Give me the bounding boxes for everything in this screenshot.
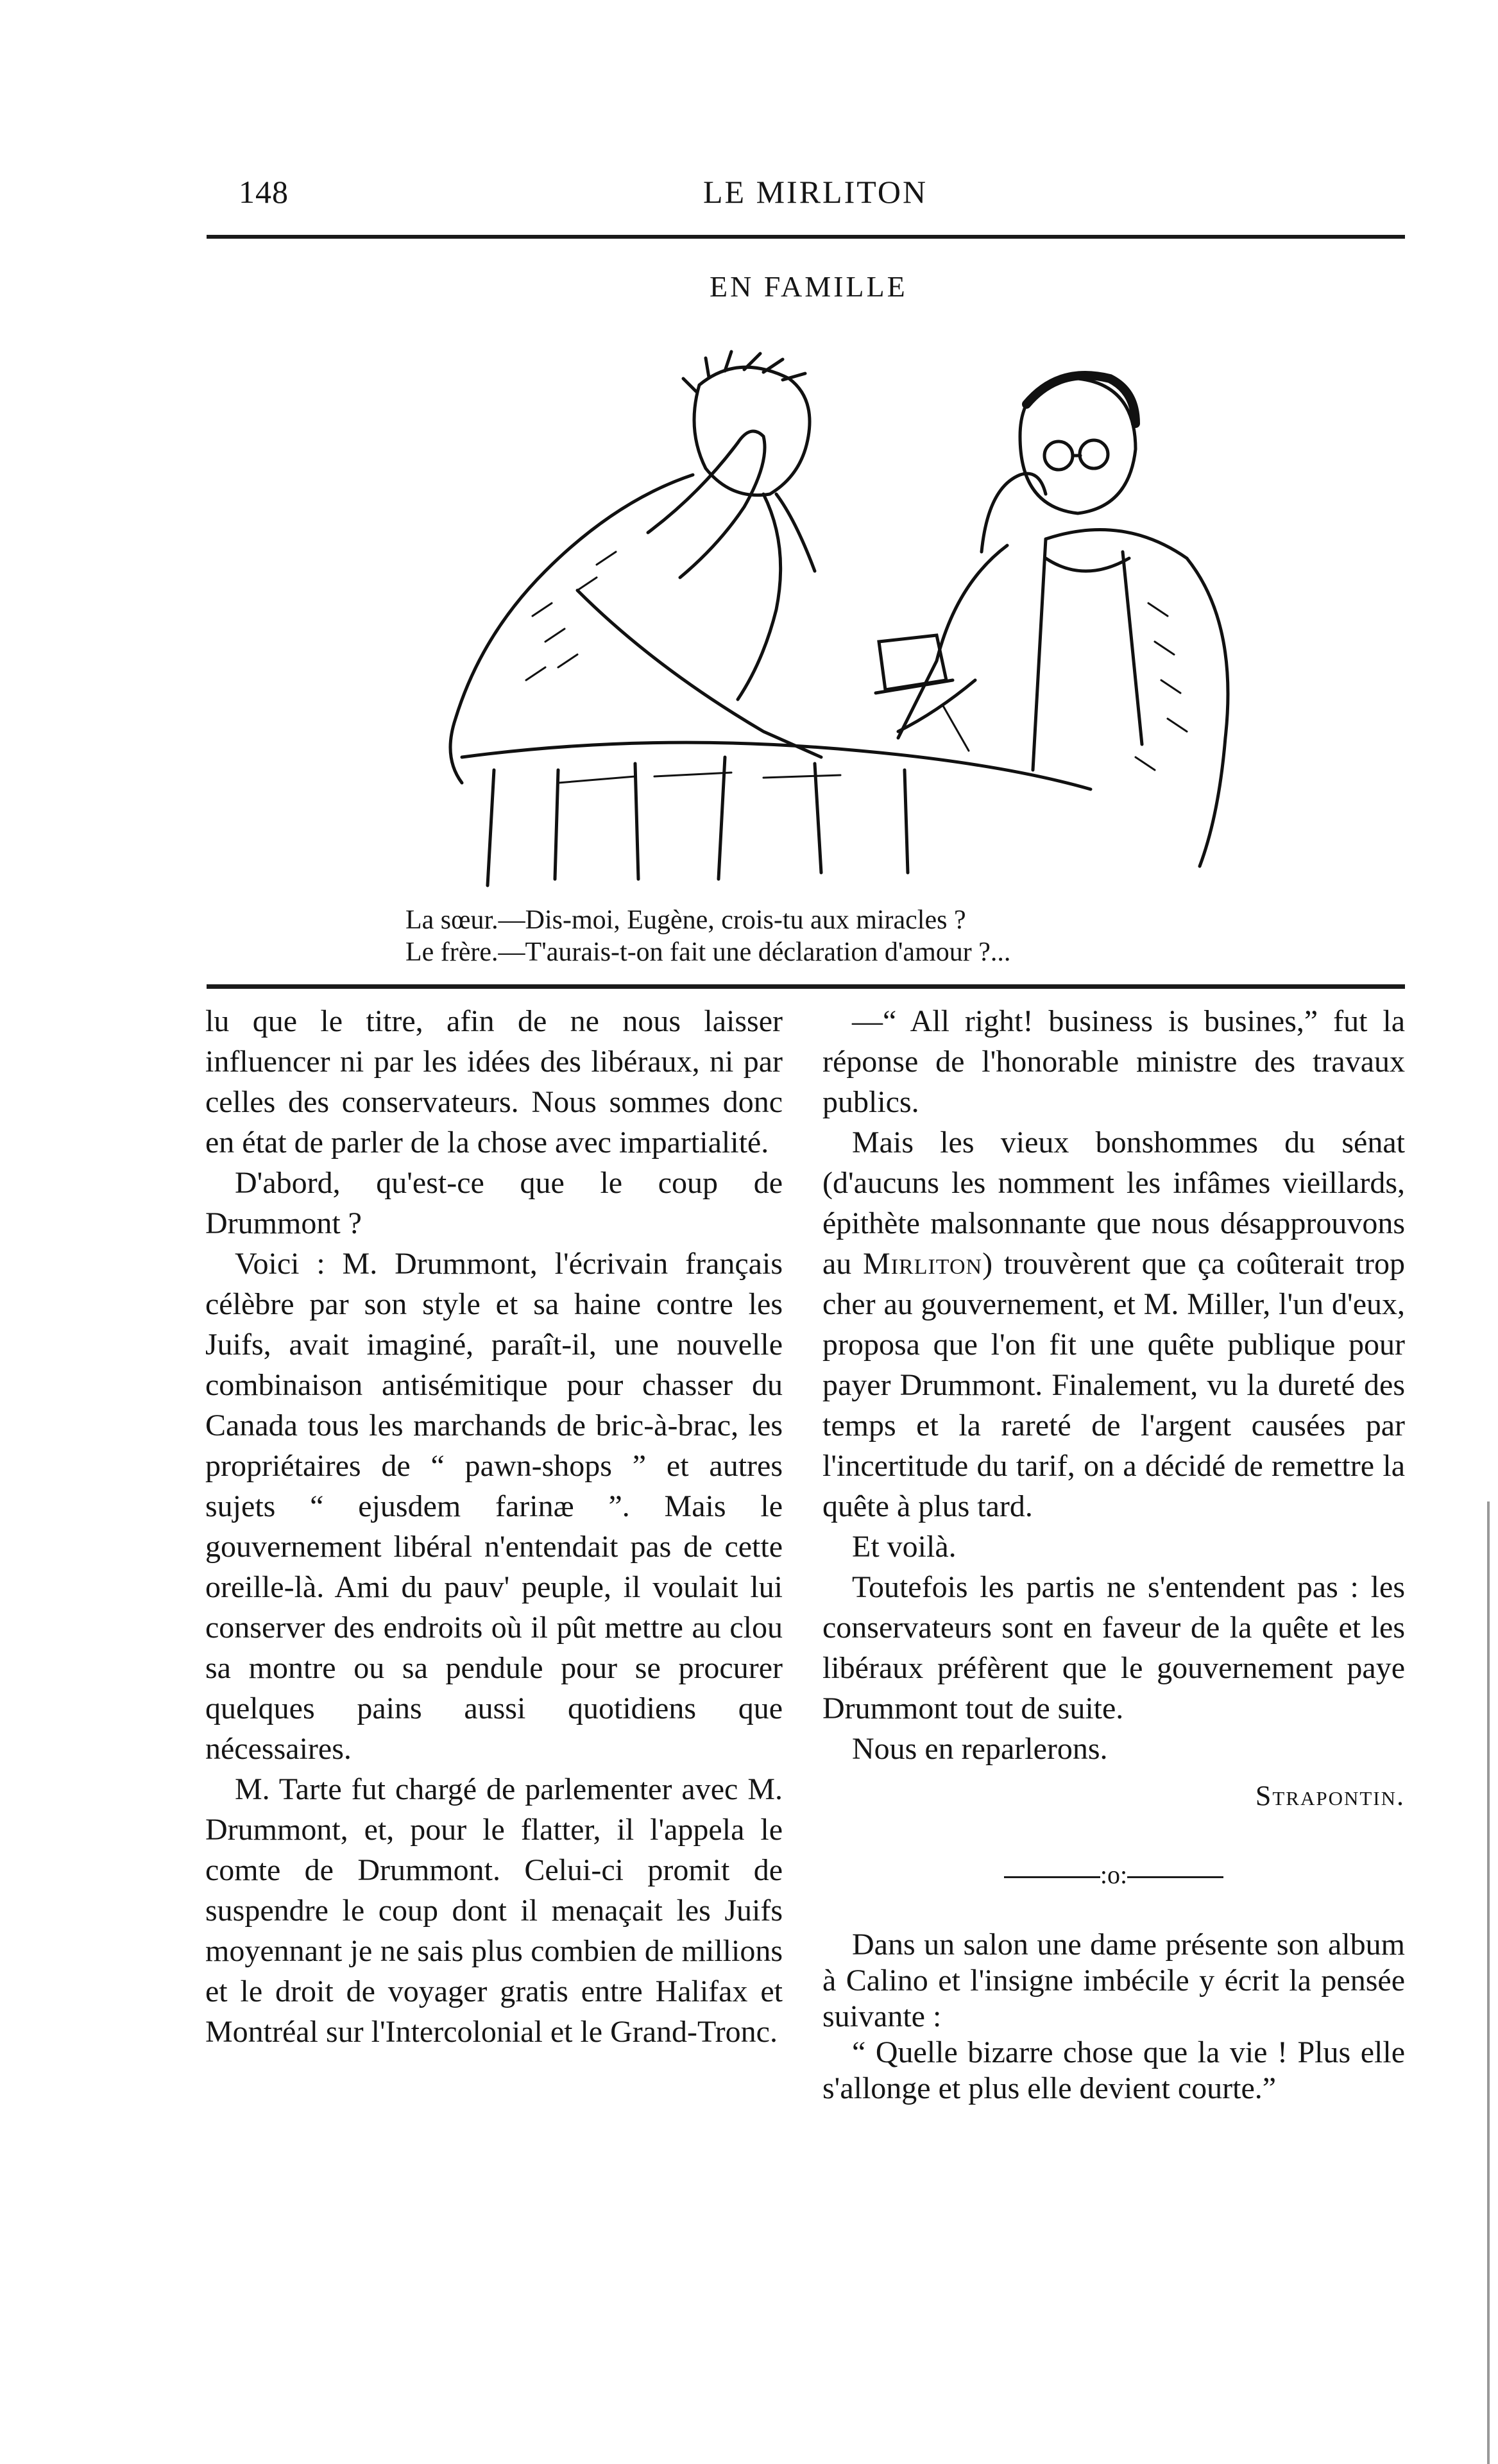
- paragraph: lu que le titre, afin de ne nous laisser influencer ni par les idées des libéraux, ni par celles des conservateurs. Nous sommes donc en état de parler de la chose avec impartialité.: [205, 1004, 783, 1159]
- header-rule: [207, 235, 1405, 239]
- paragraph: Et voilà.: [852, 1530, 957, 1564]
- paragraph: “ Quelle bizarre chose que la vie ! Plus elle s'allonge et plus elle devient courte.”: [822, 2035, 1405, 2105]
- caption-line: La sœur.—Dis-moi, Eugène, crois-tu aux miracles ?: [405, 905, 966, 935]
- left-column: [205, 1001, 783, 2052]
- page-number: 148: [239, 174, 289, 210]
- author-signature: Strapontin.: [1255, 1780, 1405, 1811]
- paragraph: Toutefois les partis ne s'entendent pas : les conservateurs sont en faveur de la quête et les libéraux préfèrent que le gouvernement paye Drummont tout de suite.: [822, 1570, 1405, 1725]
- family-illustration: [366, 346, 1283, 898]
- paragraph: Dans un salon une dame présente son album à Calino et l'insigne imbécile y écrit la pensée suivante :: [822, 1928, 1405, 2033]
- paragraph: Voici : M. Drummont, l'écrivain français célèbre par son style et sa haine contre les Juifs, avait imaginé, paraît-il, une nouvelle combinaison antisémitique pour chasser du Canada tous les marchands de bric-à-brac, les propriétaires de “ pawn-shops ” et autres sujets “ ejusdem farinæ ”. Mais le gouvernement libéral n'entendait pas de cette oreille-là. Ami du pauv' peuple, il voulait lui conserver des endroits où il pût mettre au clou sa montre ou sa pendule pour se procurer quelques pains aussi quotidiens que nécessaires.: [205, 1247, 783, 1766]
- journal-name: Mirliton: [863, 1247, 983, 1281]
- page-edge-rule: [1487, 1502, 1490, 2464]
- section-title: EN FAMILLE: [710, 270, 908, 303]
- paragraph-text: Mais les vieux bonshommes du sénat (d'aucuns les nomment les infâmes vieillards, épithète malsonnante que nous désapprouvons au: [822, 1125, 1405, 1281]
- right-column: [822, 1001, 1405, 2107]
- paragraph-text: ) trouvèrent que ça coûterait trop cher au gouvernement, et M. Miller, l'un d'eux, proposa que l'on fit une quête publique pour payer Drummont. Finalement, vu la dureté des temps et la rareté de l'argent causées par l'incertitude du tarif, on a décidé de remettre la quête à plus tard.: [822, 1247, 1405, 1523]
- divider-rule: [1004, 1876, 1100, 1878]
- divider-mark: :o:: [1100, 1860, 1128, 1889]
- paragraph: D'abord, qu'est-ce que le coup de Drummont ?: [205, 1166, 783, 1240]
- journal-title: LE MIRLITON: [703, 174, 928, 210]
- paragraph: [822, 1122, 1405, 1527]
- caption-rule: [207, 984, 1405, 989]
- caption-line: Le frère.—T'aurais-t-on fait une déclaration d'amour ?...: [405, 937, 1011, 967]
- section-divider: [822, 1854, 1405, 1895]
- paragraph: —“ All right! business is busines,” fut la réponse de l'honorable ministre des travaux publics.: [822, 1004, 1405, 1119]
- paragraph: M. Tarte fut chargé de parlementer avec M. Drummont, et, pour le flatter, il l'appela le comte de Drummont. Celui-ci promit de suspendre le coup dont il menaçait les Juifs moyennant je ne sais plus combien de millions et le droit de voyager gratis entre Halifax et Montréal sur l'Intercolonial et le Grand-Tronc.: [205, 1772, 783, 2049]
- paragraph: Nous en reparlerons.: [852, 1732, 1108, 1766]
- divider-rule: [1127, 1876, 1223, 1878]
